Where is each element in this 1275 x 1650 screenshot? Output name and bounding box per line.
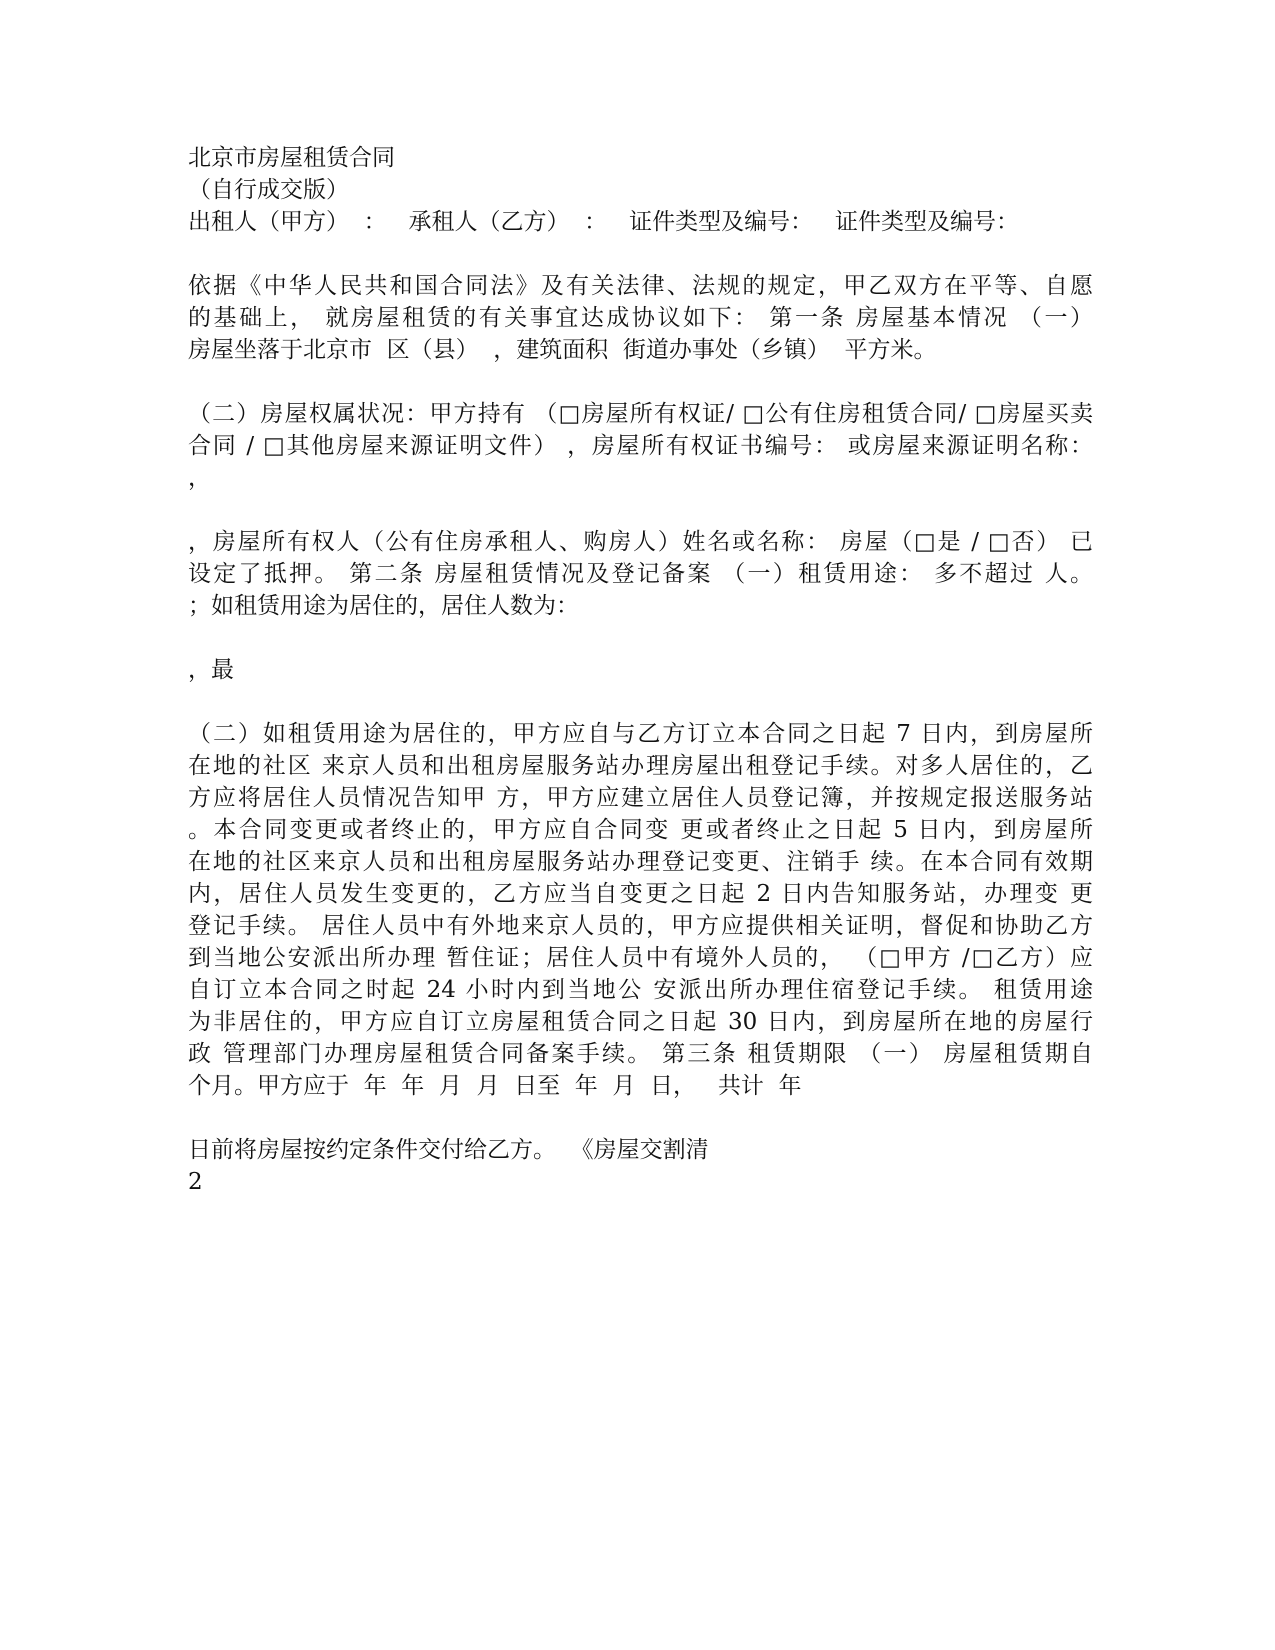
text-line: （二）如租赁用途为居住的，甲方应自与乙方订立本合同之日起 7 日内，到房屋所 xyxy=(188,721,1093,747)
paragraph-owner-mortgage xyxy=(188,526,1093,622)
contract-page xyxy=(188,142,1093,1198)
page-number: 2 xyxy=(188,1169,203,1195)
text-line: ，房屋所有权人（公有住房承租人、购房人）姓名或名称： 房屋（□是 / □否） 已 xyxy=(188,529,1093,555)
paragraph-gap xyxy=(188,686,1093,718)
text-line: ，最 xyxy=(188,657,234,683)
paragraph-gap xyxy=(188,1102,1093,1134)
paragraph-basis xyxy=(188,270,1093,366)
text-line: 个月。甲方应于 年 年 月 月 日至 年 月 日， 共计 年 xyxy=(188,1073,802,1099)
paragraph-gap xyxy=(188,366,1093,398)
parties-line: 出租人（甲方） ： 承租人（乙方） ： 证件类型及编号： 证件类型及编号： xyxy=(188,209,1020,235)
text-line: （二）房屋权属状况：甲方持有 （□房屋所有权证/ □公有住房租赁合同/ □房屋买卖 xyxy=(188,401,1093,427)
text-line: 为非居住的，甲方应自订立房屋租赁合同之日起 30 日内，到房屋所在地的房屋行 xyxy=(188,1009,1093,1035)
text-line: 内，居住人员发生变更的，乙方应当自变更之日起 2 日内告知服务站，办理变 更 xyxy=(188,881,1093,907)
paragraph-gap xyxy=(188,622,1093,654)
text-line: ；如租赁用途为居住的，居住人数为： xyxy=(188,593,579,619)
text-line: 在地的社区 来京人员和出租房屋服务站办理房屋出租登记手续。对多人居住的，乙 xyxy=(188,753,1093,779)
text-line: 依据《中华人民共和国合同法》及有关法律、法规的规定，甲乙双方在平等、自愿 xyxy=(188,273,1093,299)
text-line: ， xyxy=(188,465,211,491)
document-title: 北京市房屋租赁合同 xyxy=(188,145,395,171)
text-line: 日前将房屋按约定条件交付给乙方。 《房屋交割清 xyxy=(188,1137,709,1163)
paragraph-ownership xyxy=(188,398,1093,494)
text-line: 政 管理部门办理房屋租赁合同备案手续。 第三条 租赁期限 （一） 房屋租赁期自 xyxy=(188,1041,1093,1067)
text-line: 。本合同变更或者终止的，甲方应自合同变 更或者终止之日起 5 日内，到房屋所 xyxy=(188,817,1093,843)
text-line: 房屋坐落于北京市 区（县） ，建筑面积 街道办事处（乡镇） 平方米。 xyxy=(188,337,937,363)
text-line: 到当地公安派出所办理 暂住证；居住人员中有境外人员的， （□甲方 /□乙方）应 xyxy=(188,945,1093,971)
paragraph-delivery xyxy=(188,1134,1093,1198)
document-subtitle: （自行成交版） xyxy=(188,177,349,203)
text-line: 登记手续。 居住人员中有外地来京人员的，甲方应提供相关证明，督促和协助乙方 xyxy=(188,913,1093,939)
text-line: 的基础上， 就房屋租赁的有关事宜达成协议如下： 第一条 房屋基本情况 （一） xyxy=(188,305,1093,331)
paragraph-gap xyxy=(188,494,1093,526)
text-line: 自订立本合同之时起 24 小时内到当地公 安派出所办理住宿登记手续。 租赁用途 xyxy=(188,977,1093,1003)
paragraph-fragment xyxy=(188,654,1093,686)
text-line: 方应将居住人员情况告知甲 方，甲方应建立居住人员登记簿，并按规定报送服务站 xyxy=(188,785,1093,811)
text-line: 合同 / □其他房屋来源证明文件） ，房屋所有权证书编号： 或房屋来源证明名称： xyxy=(188,433,1093,459)
text-line: 在地的社区来京人员和出租房屋服务站办理登记变更、注销手 续。在本合同有效期 xyxy=(188,849,1093,875)
paragraph-registration xyxy=(188,718,1093,1102)
text-line: 设定了抵押。 第二条 房屋租赁情况及登记备案 （一）租赁用途： 多不超过 人。 xyxy=(188,561,1093,587)
paragraph-gap xyxy=(188,238,1093,270)
